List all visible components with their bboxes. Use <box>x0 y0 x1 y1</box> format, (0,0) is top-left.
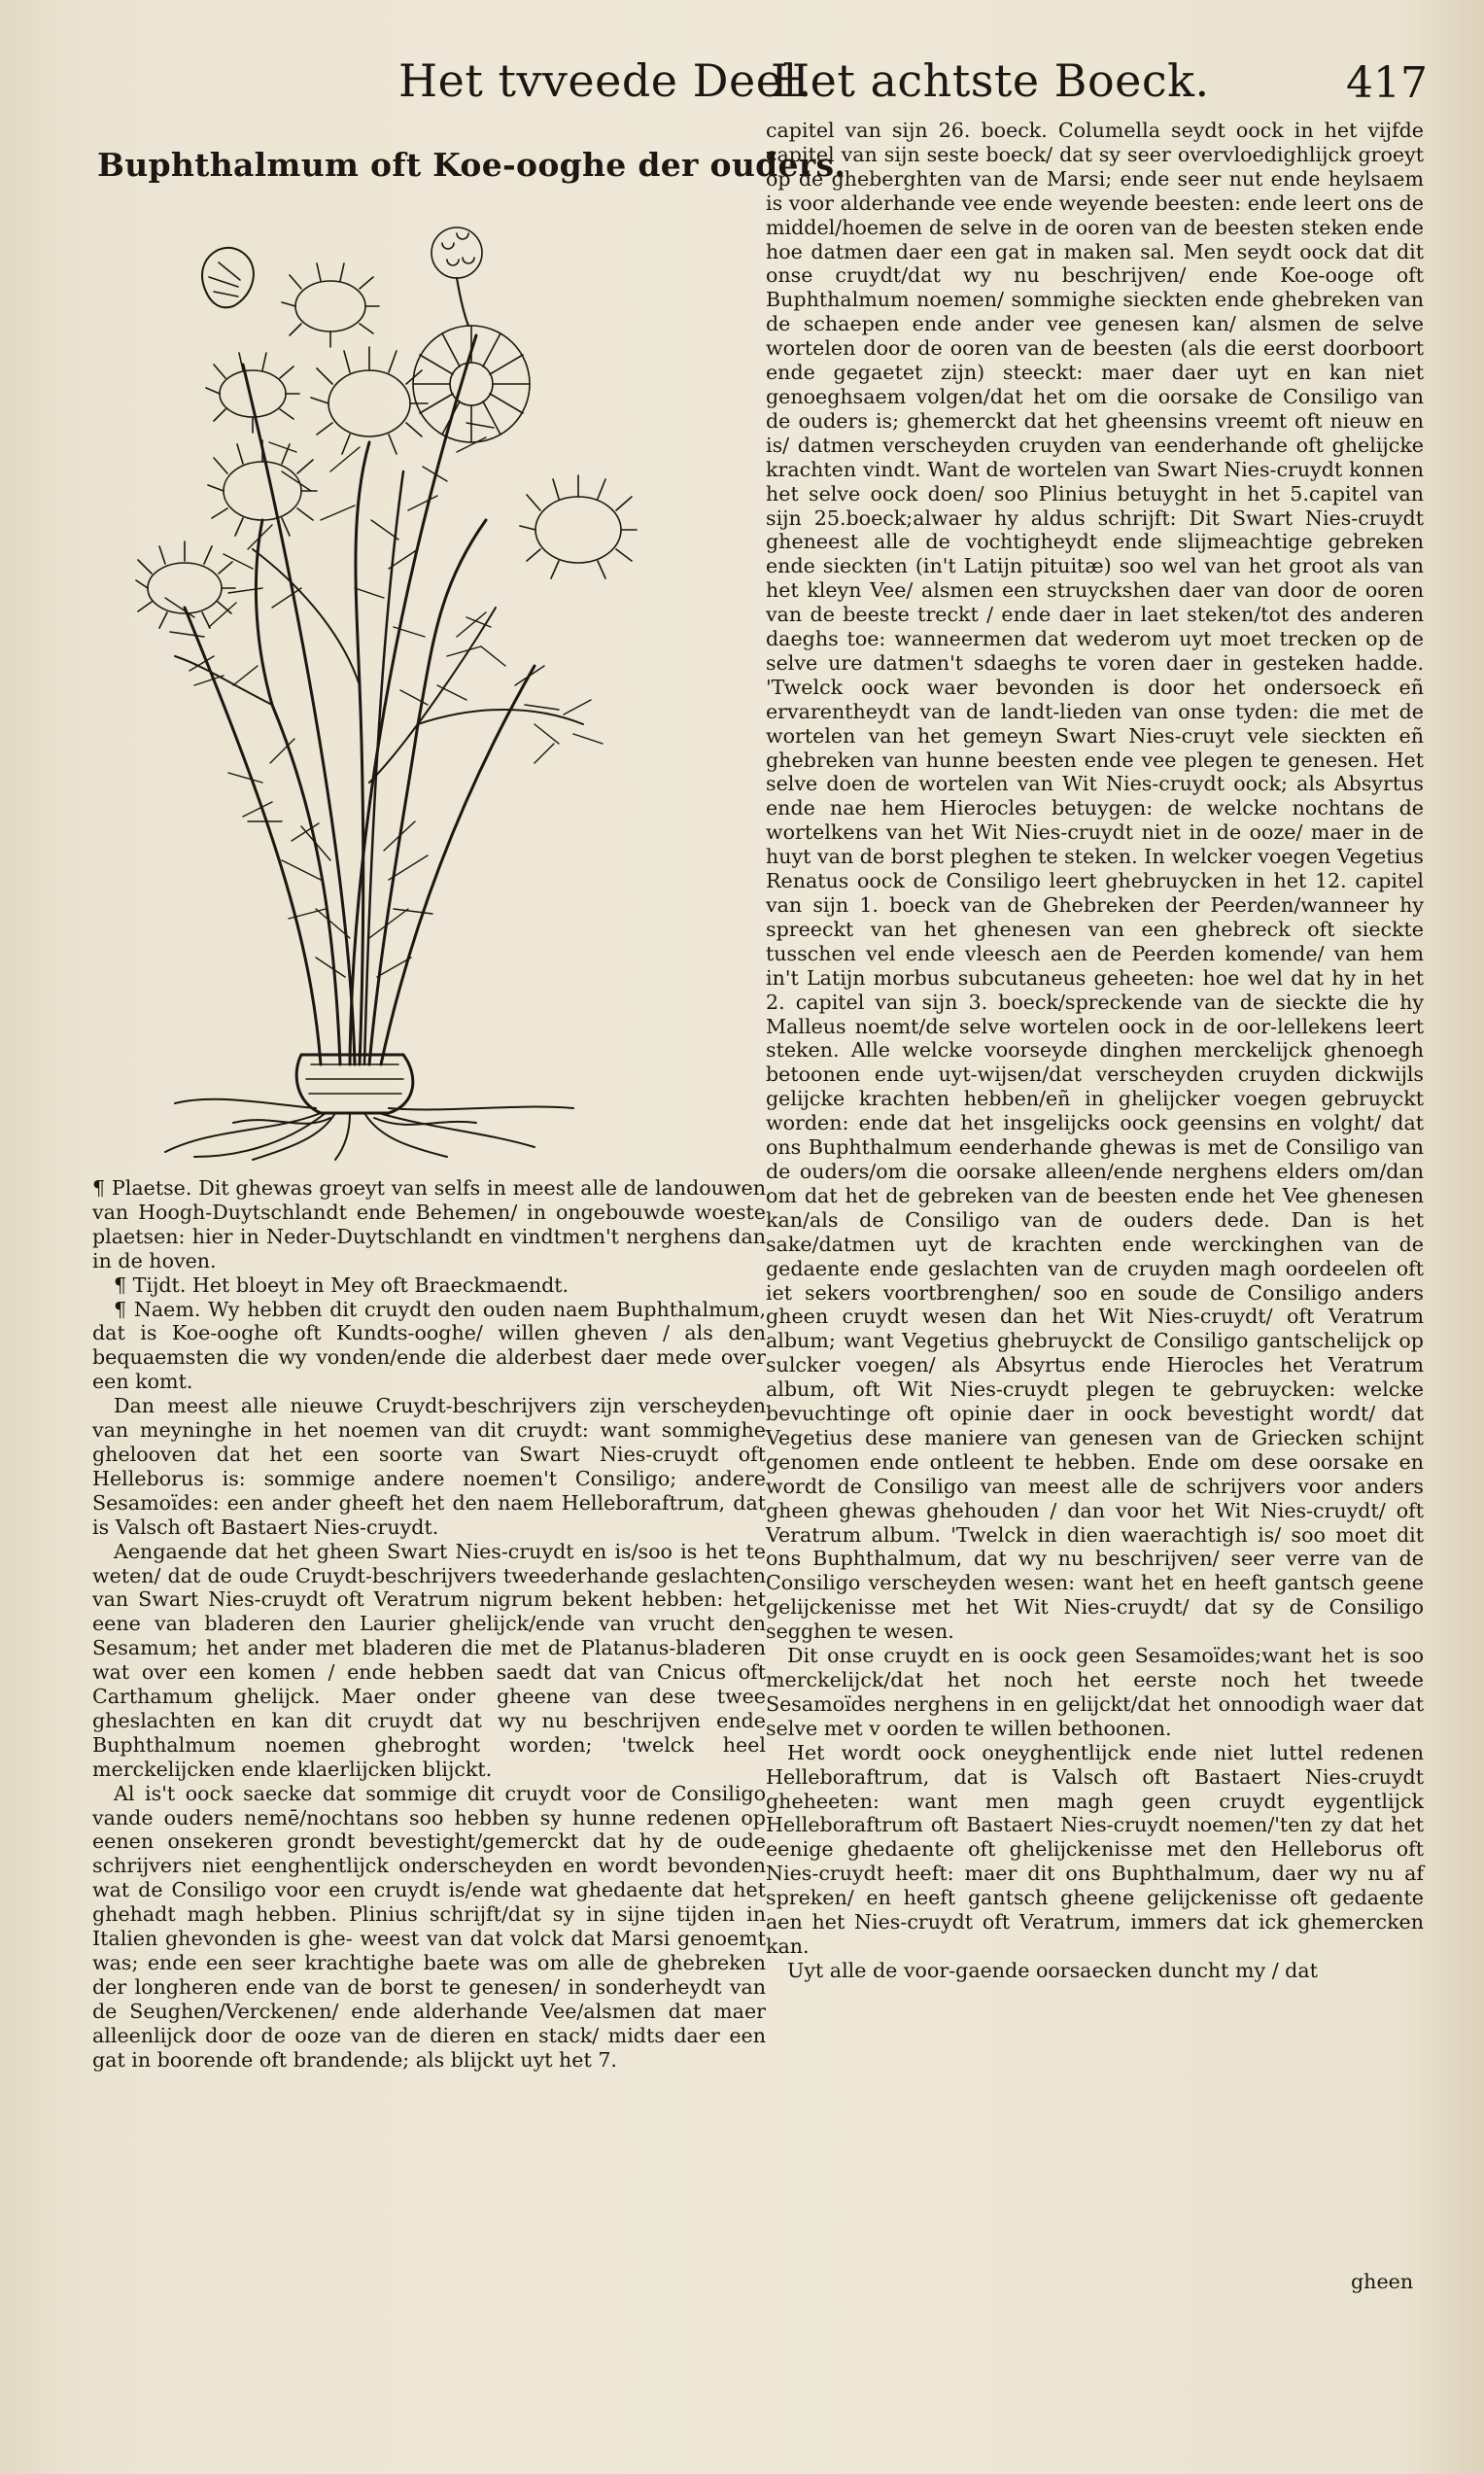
paragraph: Uyt alle de voor-gaende oorsaecken duncht my / dat <box>787 1958 1318 1982</box>
buphthalmum-woodcut-illustration <box>126 199 671 1162</box>
left-text-column <box>92 1176 766 2073</box>
catchword: gheen <box>1351 2270 1414 2293</box>
paragraph-place: ¶ Plaetse. Dit ghewas groeyt van selfs in meest alle de landouwen van Hoogh-Duytschlandt ende Behemen/ in ongebouwde woeste plaetsen: hier in Neder-Duytschlandt en vindtmen't nerghens dan in de hoven. <box>92 1176 766 1272</box>
right-text-column <box>766 119 1424 1983</box>
paragraph-name: ¶ Naem. Wy hebben dit cruydt den ouden naem Buphthalmum, dat is Koe-ooghe oft Kundts-ooghe/ willen gheven / als den bequaemsten die wy vonden/ende die alderbest daer mede over een komt. <box>92 1297 766 1394</box>
page-number: 417 <box>1346 58 1428 108</box>
running-head-book: Het achtste Boeck. <box>771 54 1210 107</box>
running-head-part: Het tvveede Deel. <box>398 54 812 107</box>
paragraph: Al is't oock saecke dat sommige dit cruydt voor de Consiligo vande ouders nemē/nochtans soo hebben sy hunne redenen op eenen onsekeren grondt bevestight/gemerckt dat hy de oude schrijvers niet eenghentlijck onderscheyden en wordt bevonden wat de Consiligo voor een cruydt is/ende wat ghedaente dat het ghehadt magh hebben. Plinius schrijft/dat sy in sijne tijden in Italien ghevonden is ghe- weest van dat volck dat Marsi genoemt was; ende een seer krachtighe baete was om alle de ghebreken der longheren ende van de borst te genesen/ in sonderheydt van de Seughen/Verckenen/ ende alderhande Vee/alsmen dat maer alleenlijck door de ooze van de dieren en stack/ midts daer een gat in boorende oft brandende; als blijckt uyt het 7. <box>92 1781 766 2072</box>
paragraph: Het wordt oock oneyghentlijck ende niet luttel redenen Helleboraftrum, dat is Valsch oft Bastaert Nies-cruydt gheheeten: want men magh geen cruydt eygentlijck Helleboraftrum oft Bastaert Nies-cruydt noemen/'ten zy dat het eenige ghedaente oft ghelijckenisse met den Helleborus oft Nies-cruydt heeft: maer dit ons Buphthalmum, daer wy nu af spreken/ en heeft gantsch gheene gelijckenisse oft gedaente aen het Nies-cruydt oft Veratrum, immers dat ick ghemercken kan. <box>766 1740 1424 1958</box>
paragraph: Dan meest alle nieuwe Cruydt-beschrijvers zijn verscheyden van meyninghe in het noemen van dit cruydt: want sommighe ghelooven dat het een soorte van Swart Nies-cruydt oft Helleborus is: sommige andere noemen't Consiligo; andere Sesamoïdes: een ander gheeft het den naem Helleboraftrum, dat is Valsch oft Bastaert Nies-cruydt. <box>92 1394 766 1539</box>
paragraph: Dit onse cruydt en is oock geen Sesamoïdes;want het is soo merckelijck/dat het noch het eerste noch het tweede Sesamoïdes nerghens in en gelijckt/dat het onnoodigh waer dat selve met v oorden te willen bethoonen. <box>766 1644 1424 1740</box>
paragraph: capitel van sijn 26. boeck. Columella seydt oock in het vijfde capitel van sijn seste boeck/ dat sy seer overvloedighlijck groeyt op de gheberghten van de Marsi; ende seer nut ende heylsaem is voor alderhande vee ende weyende beesten: ende leert ons de middel/hoemen de selve in de ooren van de beesten steken ende hoe datmen daer een gat in maken sal. Men seydt oock dat dit onse cruydt/dat wy nu beschrijven/ ende Koe-ooge oft Buphthalmum noemen/ sommighe sieckten ende ghebreken van de schaepen ende ander vee genesen kan/ alsmen de selve wortelen door de ooren van de beesten (als die eerst doorboort ende gegaetet zijn) steeckt: maer daer uyt en kan niet genoeghsaem volgen/dat het om die oorsake de Consiligo van de ouders is; ghemerckt dat het gheensins vreemt oft nieuw en is/ datmen verscheyden cruyden van eenderhande oft ghelijcke krachten vindt. Want de wortelen van Swart Nies-cruydt konnen het selve oock doen/ soo Plinius betuyght in het 5.capitel van sijn 25.boeck;alwaer hy aldus schrijft: Dit Swart Nies-cruydt gheneest alle de vochtigheydt ende slijmeachtige gebreken ende sieckten (in't Latijn pituitæ) soo wel van het groot als van het kleyn Vee/ alsmen een struyckshen daer van door de ooren van de beeste treckt / ende daer in laet steken/tot des anderen daeghs toe: wanneermen dat wederom uyt moet trecken op de selve ure datmen't sdaeghs te voren daer in gesteken hadde. 'Twelck oock waer bevonden is door het ondersoeck eñ ervarentheydt van de landt-lieden van onse tyden: die met de wortelen van het gemeyn Swart Nies-cruyt vele sieckten eñ ghebreken van hunne beesten ende vee plegen te genesen. Het selve doen de wortelen van Wit Nies-cruydt oock; als Absyrtus ende nae hem Hierocles betuygen: de welcke nochtans de wortelkens van het Wit Nies-cruydt niet in de ooze/ maer in de huyt van de borst pleghen te steken. In welcker voegen Vegetius Renatus oock de Consiligo leert ghebruycken in het 12. capitel van sijn 1. boeck van de Ghebreken der Peerden/wanneer hy spreeckt van het ghenesen van een ghebreck oft sieckte tusschen vel ende vleesch aen de Peerden komende/ van hem in't Latijn morbus subcutaneus geheeten: hoe wel dat hy in het 2. capitel van sijn 3. boeck/spreckende van de sieckte die hy Malleus noemt/de selve wortelen oock in de oor-lellekens leert steken. Alle welcke voorseyde dinghen merckelijck ghenoegh betoonen ende uyt-wijsen/dat verscheyden cruyden dickwijls gelijcke krachten hebben/eñ in ghelijcker voegen gebruyckt worden: ende dat het insgelijcks oock geensins en volght/ dat ons Buphthalmum eenderhande ghewas is met de Consiligo van de ouders/om die oorsake alleen/ende nerghens elders om/dan om dat het de gebreken van de beesten ende het Vee ghenesen kan/als de Consiligo van de ouders dede. Dan is het sake/datmen uyt de krachten ende werckinghen van de gedaente ende geslachten van de cruyden magh oordeelen oft iet sekers voortbrenghen/ soo en soude de Consiligo anders gheen cruydt wesen dan het Wit Nies-cruydt/ oft Veratrum album; want Vegetius ghebruyckt de Consiligo gantschelijck op sulcker voegen/ als Absyrtus ende Hierocles het Veratrum album, oft Wit Nies-cruydt plegen te gebruycken: welcke bevuchtinge oft opinie daer in oock bevestight wordt/ dat Vegetius dese maniere van genesen van de Griecken schijnt genomen ende ontleent te hebben. Ende om dese oorsake en wordt de Consiligo van meest alle de schrijvers voor anders gheen ghewas ghehouden / dan voor het Wit Nies-cruydt/ oft Veratrum album. 'Twelck in dien waerachtigh is/ soo moet dit ons Buphthalmum, dat wy nu beschrijven/ seer verre van de Consiligo verscheyden wesen: want het en heeft gantsch geene gelijckenisse met het Wit Nies-cruydt/ dat sy de Consiligo segghen te wesen. <box>766 119 1424 1644</box>
paragraph-time: ¶ Tijdt. Het bloeyt in Mey oft Braeckmaendt. <box>114 1272 569 1297</box>
plate-title: Buphthalmum oft Koe-ooghe der ouders. <box>97 146 846 184</box>
paragraph: Aengaende dat het gheen Swart Nies-cruydt en is/soo is het te weten/ dat de oude Cruydt-beschrijvers tweederhande geslachten van Swart Nies-cruydt oft Veratrum nigrum bekent hebben: het eene van bladeren den Laurier ghelijck/ende van vrucht den Sesamum; het ander met bladeren die met de Platanus-bladeren wat over een komen / ende hebben saedt dat van Cnicus oft Carthamum ghelijck. Maer onder gheene van dese twee gheslachten en kan dit cruydt dat wy nu beschrijven ende Buphthalmum noemen ghebroght worden; 'twelck heel merckelijcken ende klaerlijcken blijckt. <box>92 1539 766 1781</box>
